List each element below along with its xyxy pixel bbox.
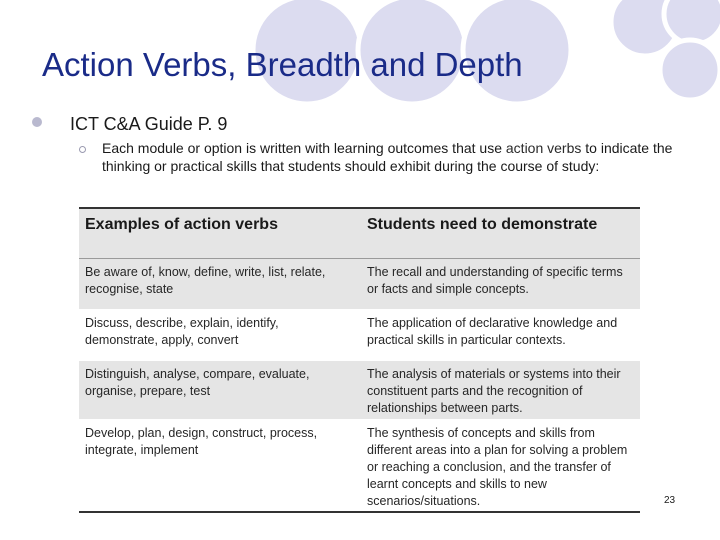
- table-row: [79, 420, 640, 516]
- slide-title: Action Verbs, Breadth and Depth: [42, 46, 523, 83]
- table-header-row: [79, 207, 640, 259]
- description: [102, 140, 687, 175]
- verbs-cell: Develop, plan, design, construct, process, integrate, implement: [85, 426, 318, 457]
- sub-bullet-circle-icon: [79, 146, 86, 153]
- demonstrate-cell: The analysis of materials or systems into their constituent parts and the recognition of relationships between parts.: [367, 367, 621, 415]
- table-row: [79, 361, 640, 420]
- action-verbs-table: [79, 207, 640, 516]
- demonstrate-cell: The synthesis of concepts and skills from different areas into a plan for solving a problem or reaching a conclusion, and the transfer of learnt concepts and skills to new scenarios/situations.: [367, 426, 628, 508]
- verbs-cell: Be aware of, know, define, write, list, relate, recognise, state: [85, 265, 326, 296]
- description-end: to indicate the thinking or practical skills that students should exhibit during the course of study:: [102, 140, 673, 174]
- description-start: Each module or option is written with learning outcomes that use: [102, 140, 506, 156]
- page-number: 23: [664, 495, 676, 506]
- bullet-text: ICT C&A Guide P. 9: [70, 114, 228, 134]
- header-action-verbs: Examples of action verbs: [85, 216, 278, 233]
- verbs-cell: Discuss, describe, explain, identify, demonstrate, apply, convert: [85, 316, 279, 347]
- table-row: [79, 310, 640, 361]
- verbs-cell: Distinguish, analyse, compare, evaluate, organise, prepare, test: [85, 367, 310, 398]
- table-row: [79, 259, 640, 310]
- demonstrate-cell: The application of declarative knowledge and practical skills in particular contexts.: [367, 316, 618, 347]
- header-students-demonstrate: Students need to demonstrate: [367, 216, 598, 233]
- description-highlight: action verbs: [505, 140, 582, 156]
- table-bottom-rule: [79, 511, 640, 513]
- bullet-dot-icon: [32, 117, 42, 127]
- demonstrate-cell: The recall and understanding of specific terms or facts and simple concepts.: [367, 265, 623, 296]
